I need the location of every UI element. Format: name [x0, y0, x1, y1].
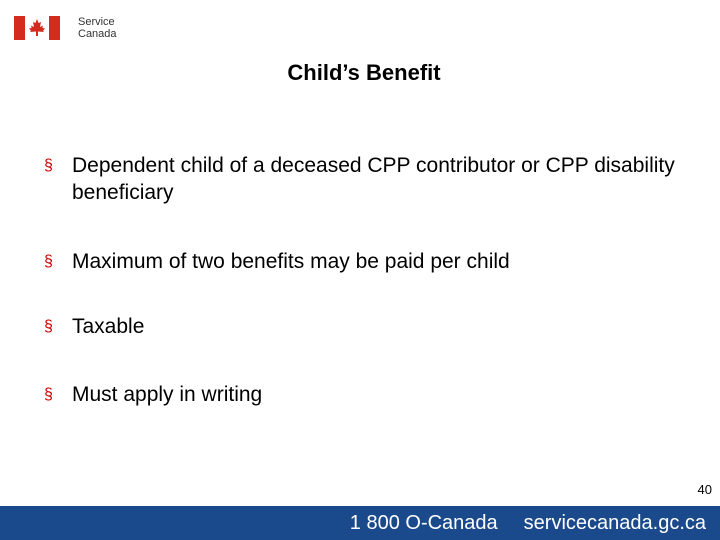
footer-phone: 1 800 O-Canada	[349, 511, 498, 534]
service-canada-logo	[14, 16, 117, 40]
bullet-item	[44, 152, 684, 206]
bullet-marker: §	[44, 253, 53, 270]
footer-bar	[0, 506, 720, 540]
logo-line-1: Service	[78, 16, 115, 28]
bullet-marker: §	[44, 386, 53, 403]
bullet-item	[44, 313, 684, 340]
footer-website-link[interactable]: servicecanada.gc.ca	[523, 511, 706, 534]
bullet-marker: §	[44, 318, 53, 335]
canada-flag-icon	[14, 16, 60, 40]
bullet-text: Taxable	[72, 315, 145, 338]
bullet-text: Must apply in writing	[72, 383, 263, 406]
bullet-text: Dependent child of a deceased CPP contributor or CPP disability beneficiary	[72, 154, 675, 204]
bullet-item	[44, 248, 684, 275]
bullet-text: Maximum of two benefits may be paid per child	[72, 250, 510, 273]
bullet-item	[44, 381, 684, 408]
logo-wordmark	[78, 16, 117, 40]
logo-line-2: Canada	[78, 28, 117, 40]
slide-title: Child’s Benefit	[287, 60, 441, 85]
bullet-marker: §	[44, 157, 53, 174]
page-number: 40	[697, 482, 712, 497]
